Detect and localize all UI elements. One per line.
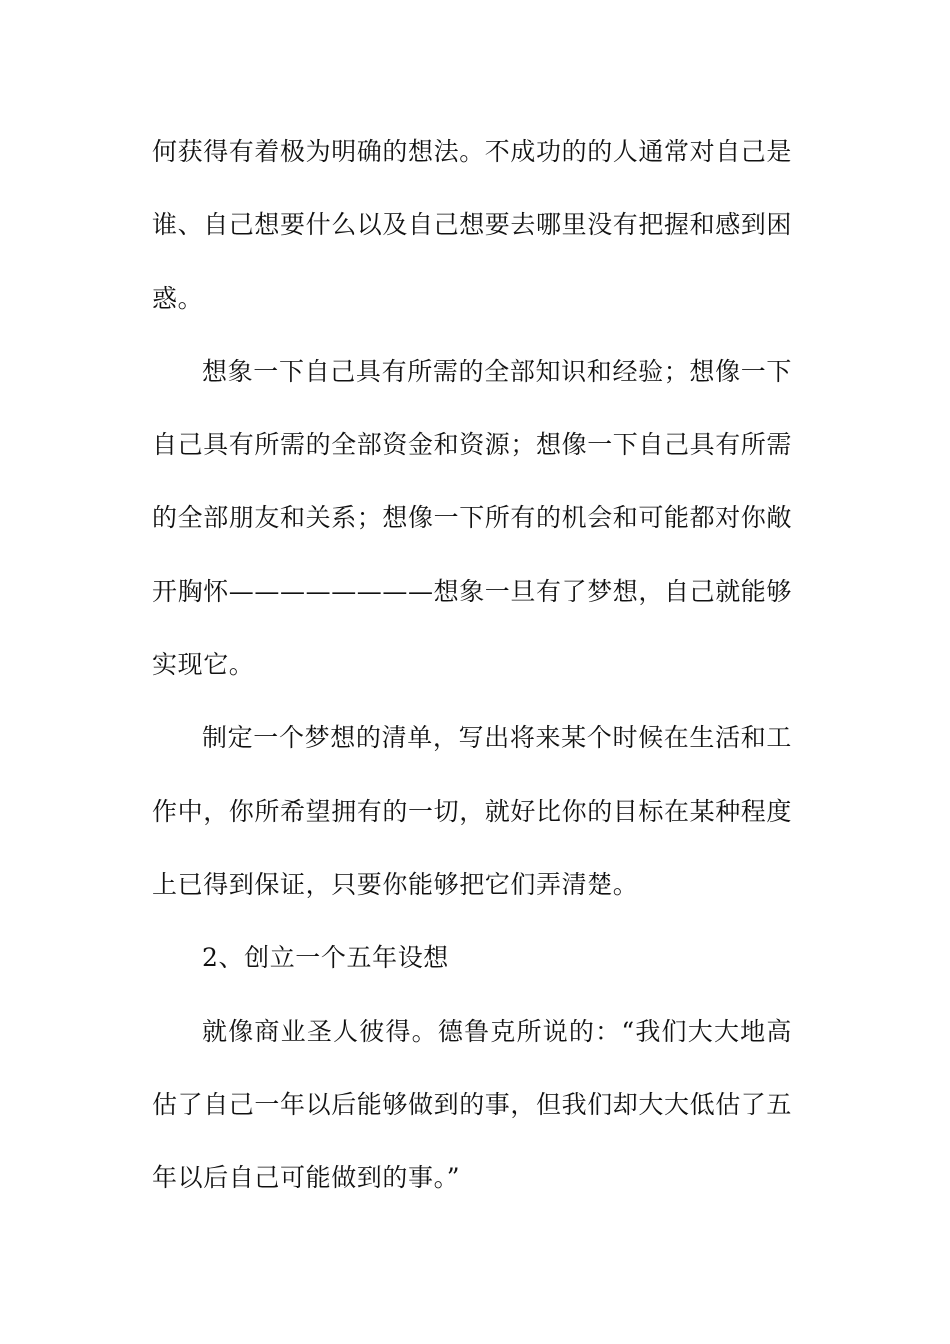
paragraph-continuation: 何获得有着极为明确的想法。不成功的的人通常对自己是谁、自己想要什么以及自己想要去哪里没有把握和感到困惑。 [152,137,793,313]
section-heading-five-year-vision: 2、创立一个五年设想 [202,943,449,973]
paragraph-drucker-quote: 就像商业圣人彼得。德鲁克所说的：“我们大大地高估了自己一年以后能够做到的事，但我们却大大低估了五年以后自己可能做到的事。” [152,1016,793,1193]
document-body [152,115,792,1214]
paragraph-imagine: 想象一下自己具有所需的全部知识和经验；想像一下自己具有所需的全部资金和资源；想像一下自己具有所需的全部朋友和关系；想像一下所有的机会和可能都对你敞开胸怀————————想象一旦有了梦想，自己就能够实现它。 [152,356,793,680]
paragraph-dream-list: 制定一个梦想的清单，写出将来某个时候在生活和工作中，你所希望拥有的一切，就好比你的目标在某种程度上已得到保证，只要你能够把它们弄清楚。 [152,723,793,899]
